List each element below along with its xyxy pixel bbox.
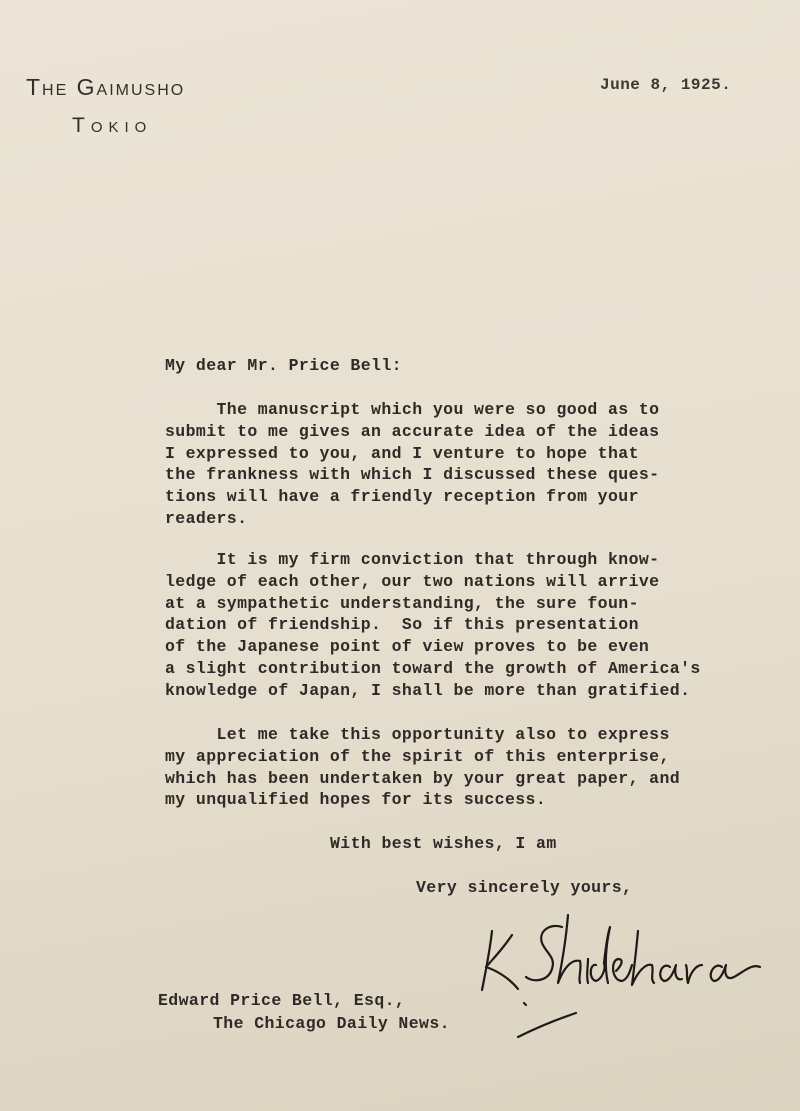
body-paragraph-3: Let me take this opportunity also to express my appreciation of the spirit of this enterprise, which has been undertaken by your great paper, and my unqualified hopes for its success. [165,725,681,810]
letterhead-organization: The Gaimusho [26,74,186,100]
handwritten-signature [470,905,790,1045]
body-paragraph-1: The manuscript which you were so good as to submit to me gives an accurate idea of the ideas I expressed to you, and I venture to hope that the frankness with which I discussed these ques- tions will have a friendly reception from your readers. [165,400,660,528]
closing-line: With best wishes, I am [330,834,557,853]
body-paragraph-2: It is my firm conviction that through know- ledge of each other, our two nations will arrive at a sympathetic understanding, the sure foun- dation of friendship. So if this presentation of the Japanese point of view proves to be even a slight contribution toward the growth of America's knowledge of Japan, I shall be more than gratified. [165,550,701,700]
addressee-newspaper: The Chicago Daily News. [213,1014,450,1033]
letter-date: June 8, 1925. [600,76,732,94]
salutation: My dear Mr. Price Bell: [165,356,402,375]
letterhead-city: Tokio [72,114,153,137]
valediction: Very sincerely yours, [416,878,633,897]
addressee-name: Edward Price Bell, Esq., [158,991,406,1010]
